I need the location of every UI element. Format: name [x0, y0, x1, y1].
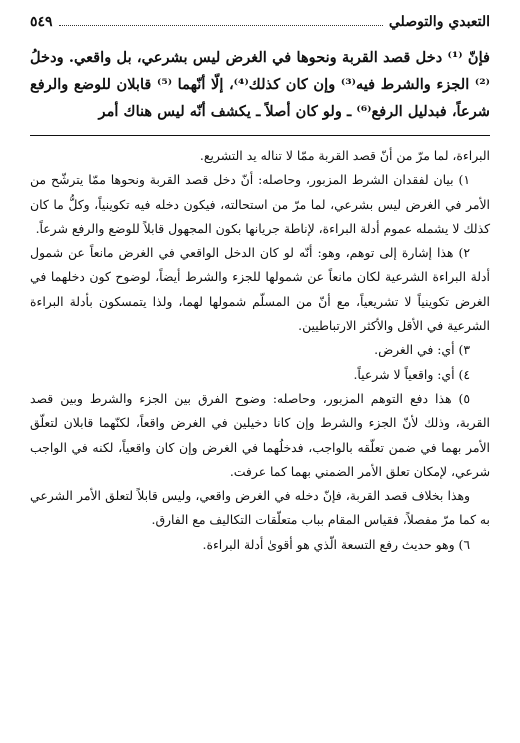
footnote-continuation: البراءة، لما مرّ من أنّ قصد القربة ممّا لا تناله يد التشريع. — [199, 148, 490, 163]
footnote-5: ٥) هذا دفع التوهم المزبور، وحاصله: وضوح الفرق بين الجزء والشرط وبين قصد القربة، وذلك لأنّ الجزء والشرط وإن كانا دخيلين في الغرض واقعاً، لكنّهما قابلان لتعلّق الأمر بهما في ضمن تعلّقه بالواجب، فدخلُهما في الغرض وإن كان واقعياً، لكنه في الواجب شرعي، لإمكان تعلق الأمر الضمني بهما كما عرفت. — [30, 390, 490, 479]
header-dotted-leader — [59, 25, 383, 26]
main-paragraph: فإنّ ⁽¹⁾ دخل قصد القربة ونحوها في الغرض ليس بشرعي، بل واقعي. ودخلُ ⁽²⁾ الجزء والشرط فيه⁽³⁾ وإن كان كذلك⁽⁴⁾، إلّا أنّهما ⁽⁵⁾ قابلان للوضع والرفع شرعاً، فبدليل الرفع⁽⁶⁾ ـ ولو كان أصلاً ـ يكشف أنّه ليس هناك أمر — [30, 49, 490, 120]
header-title: التعبدي والتوصلي — [388, 14, 490, 30]
footnote-2: ٢) هذا إشارة إلى توهم، وهو: أنّه لو كان الدخل الواقعي في الغرض مانعاً عن شمول أدلة البراءة الشرعية لكان مانعاً عن شمولها للجزء والشرط أيضاً، لوضوح كون دخلهما في الغرض تكوينياً لا تشريعياً، مع أنّ من المسلّم شمولها لهما، ولذا يتمسكون بأدلة البراءة الشرعية في الأقل والأكثر الارتباطيين. — [30, 245, 490, 334]
footnote-6: ٦) وهو حديث رفع التسعة الّذي هو أقوىٰ أدلة البراءة. — [202, 536, 470, 552]
footnotes — [30, 144, 490, 557]
footnote-separator — [30, 135, 490, 136]
footnote-4: ٤) أي: واقعياً لا شرعياً. — [353, 366, 470, 382]
footnote-3: ٣) أي: في الغرض. — [374, 342, 470, 358]
footnote-5-continued: وهذا بخلاف قصد القربة، فإنّ دخله في الغرض واقعي، وليس قابلاً لتعلق الأمر الشرعي به كما مرّ مفصلاً، فقياس المقام بباب متعلّقات التكاليف مع الفارق. — [30, 488, 490, 528]
footnote-1: ١) بيان لفقدان الشرط المزبور، وحاصله: أنّ دخل قصد القربة ونحوها ممّا يترشّح من الأمر في الغرض ليس بشرعي، لما مرّ من استحالته، فيكون دخله فيه تكوينياً، وكلُّ ما كان كذلك لا يشمله عموم أدلة البراءة، لإناطة جريانها بكون المجهول قابلاً للوضع والرفع شرعاً. — [30, 172, 490, 236]
running-header — [30, 14, 490, 36]
page-number: ٥٤٩ — [30, 14, 53, 30]
main-text — [30, 44, 490, 125]
